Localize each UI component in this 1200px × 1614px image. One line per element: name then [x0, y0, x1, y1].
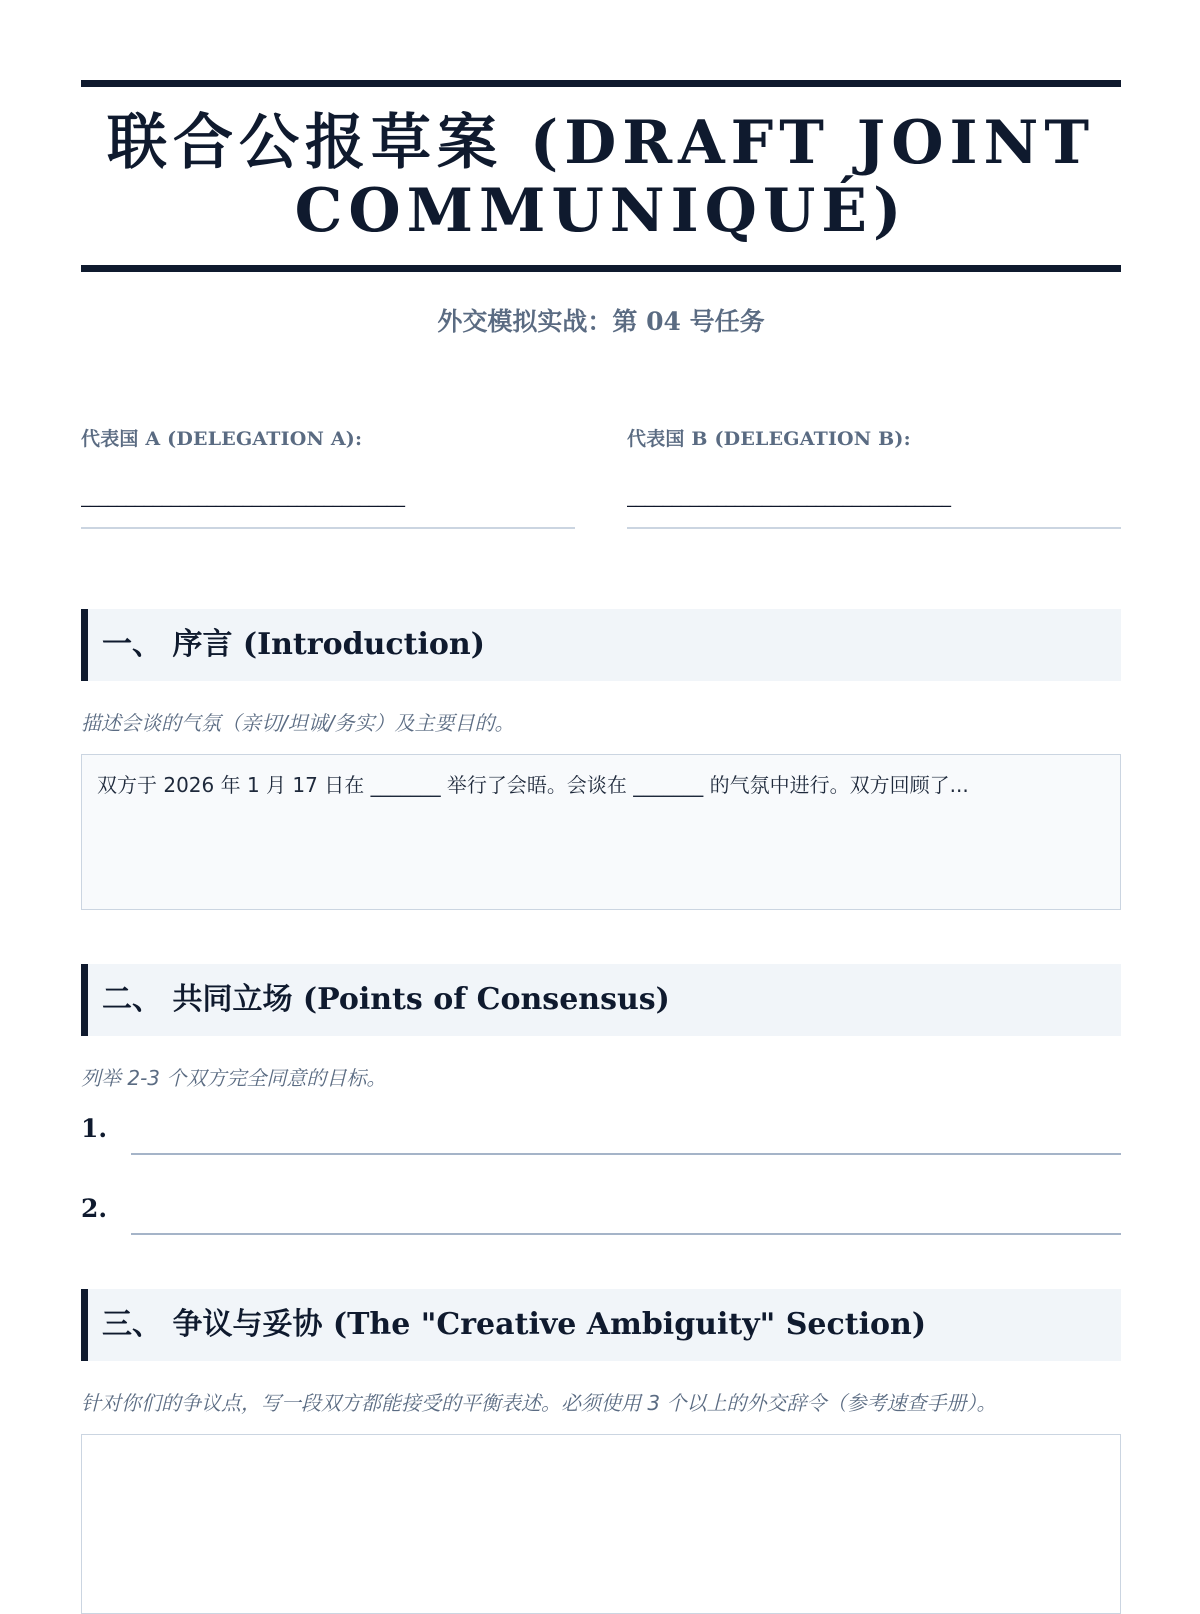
section-heading: 三、 争议与妥协 (The "Creative Ambiguity" Section)	[81, 1289, 1121, 1361]
consensus-item	[81, 1095, 1121, 1155]
introduction-text-box[interactable]: 双方于 2026 年 1 月 17 日在 _______ 举行了会晤。会谈在 _______ 的气氛中进行。双方回顾了...	[81, 754, 1121, 910]
item-number: 1.	[81, 1114, 108, 1143]
communique-page	[81, 80, 1121, 1614]
section-instruction: 描述会谈的气氛（亲切/坦诚/务实）及主要目的。	[81, 711, 515, 735]
delegations-row	[81, 424, 1121, 529]
delegation-a	[81, 424, 575, 529]
consensus-item-input[interactable]	[131, 1109, 1121, 1155]
section-heading: 二、 共同立场 (Points of Consensus)	[81, 964, 1121, 1036]
delegation-a-label: 代表国 A (DELEGATION A):	[81, 428, 363, 450]
delegation-b-label: 代表国 B (DELEGATION B):	[627, 428, 911, 450]
delegation-b	[627, 424, 1121, 529]
delegation-b-field[interactable]: ____________________________________	[627, 481, 1121, 529]
document-subtitle: 外交模拟实战：第 04 号任务	[437, 307, 765, 336]
title-block	[81, 80, 1121, 272]
consensus-item	[81, 1175, 1121, 1235]
section-heading: 一、 序言 (Introduction)	[81, 609, 1121, 681]
section-ambiguity	[81, 1289, 1121, 1614]
delegation-a-field[interactable]: ____________________________________	[81, 481, 575, 529]
section-introduction	[81, 609, 1121, 910]
item-number: 2.	[81, 1194, 108, 1223]
section-instruction: 列举 2-3 个双方完全同意的目标。	[81, 1066, 387, 1090]
section-instruction: 针对你们的争议点，写一段双方都能接受的平衡表述。必须使用 3 个以上的外交辞令（参考速查手册）。	[81, 1391, 997, 1415]
document-title: 联合公报草案 (DRAFT JOINT COMMUNIQUÉ)	[106, 108, 1096, 246]
section-consensus	[81, 964, 1121, 1235]
consensus-item-input[interactable]	[131, 1189, 1121, 1235]
ambiguity-text-box[interactable]	[81, 1434, 1121, 1614]
